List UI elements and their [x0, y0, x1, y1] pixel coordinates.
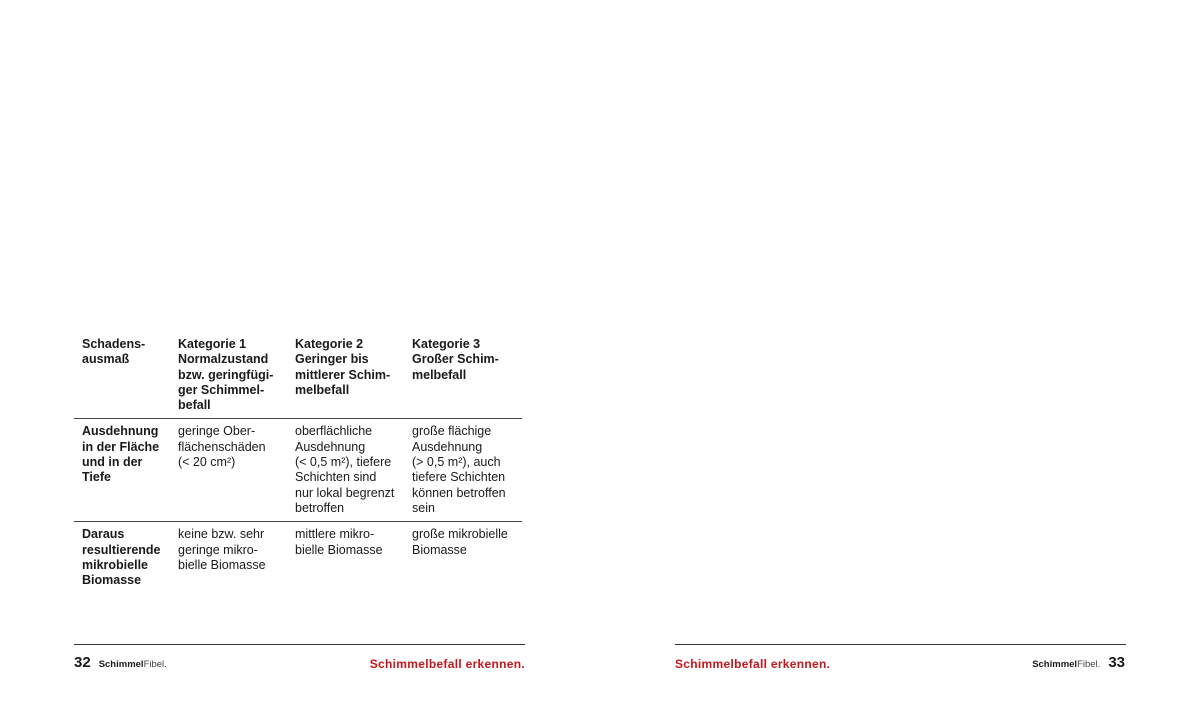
table-cell: keine bzw. sehr geringe mikro- bielle Biomasse	[178, 527, 266, 572]
right-page	[600, 0, 1200, 720]
table-header-cell: Kategorie 1 Normalzustand bzw. geringfügi- ger Schimmel- befall	[178, 337, 274, 413]
footer-divider	[675, 644, 1126, 645]
table-row	[74, 418, 522, 521]
table-header-cell: Kategorie 2 Geringer bis mittlerer Schim- melbefall	[295, 337, 391, 397]
table-header-row	[74, 337, 522, 418]
footer-divider	[74, 644, 525, 645]
brand-light: Fibel.	[1077, 659, 1101, 670]
footer-right	[1032, 654, 1125, 674]
table-row	[74, 521, 522, 593]
page-number: 33	[1108, 654, 1125, 671]
brand-logo	[99, 659, 167, 670]
section-title: Schimmelbefall erkennen.	[369, 657, 525, 671]
brand-logo	[1032, 659, 1100, 670]
table-cell: geringe Ober- flächenschäden (< 20 cm²)	[178, 424, 266, 470]
section-title: Schimmelbefall erkennen.	[675, 657, 831, 671]
table-cell: große mikrobielle Biomasse	[412, 527, 508, 557]
footer-left	[74, 654, 167, 674]
table-cell: große flächige Ausdehnung (> 0,5 m²), auch tiefere Schichten können betroffen sein	[412, 424, 506, 515]
table-header-cell: Schadens- ausmaß	[82, 337, 146, 367]
page-number: 32	[74, 654, 91, 671]
brand-bold: Schimmel	[98, 659, 144, 670]
brand-light: Fibel.	[143, 659, 167, 670]
table-cell: mittlere mikro- bielle Biomasse	[295, 527, 383, 557]
table-row-label: Ausdehnung in der Fläche und in der Tiefe	[82, 424, 160, 485]
brand-bold: Schimmel	[1032, 659, 1078, 670]
table-row-label: Daraus resultierende mikrobielle Biomasse	[82, 527, 161, 588]
table-cell: oberflächliche Ausdehnung (< 0,5 m²), tiefere Schichten sind nur lokal begrenzt betroffen	[295, 424, 395, 515]
damage-category-table	[74, 337, 522, 593]
table-header-cell: Kategorie 3 Großer Schim- melbefall	[412, 337, 499, 382]
